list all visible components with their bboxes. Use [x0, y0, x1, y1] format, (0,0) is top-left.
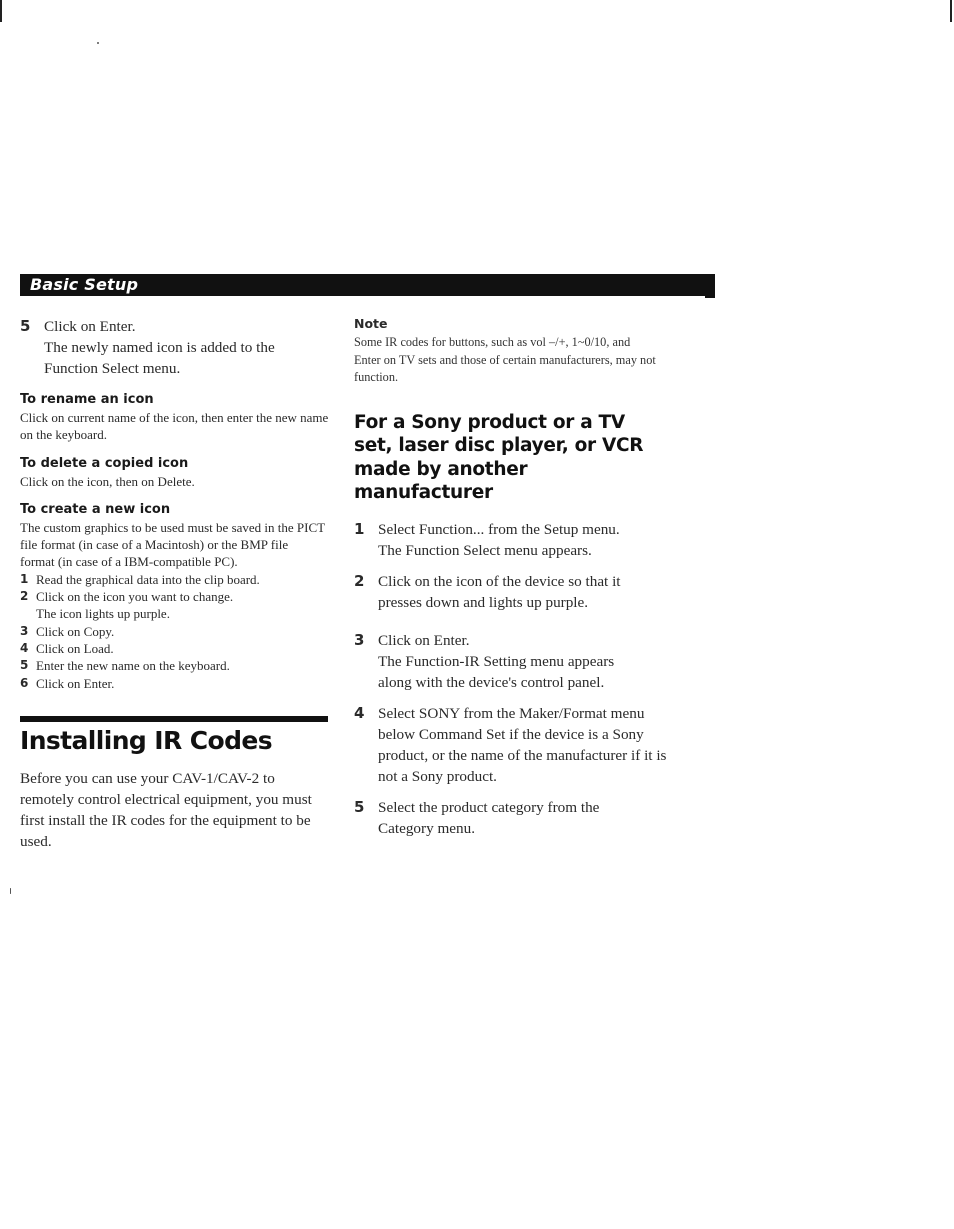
list-item: 4 Click on Load. — [20, 640, 114, 656]
step-2: 2 Click on the icon of the device so that it presses down and lights up purple. — [354, 571, 621, 611]
rename-section — [20, 392, 330, 444]
create-text: The custom graphics to be used must be saved in the PICT file format (in case of a Macintosh) or the BMP file format (in case of a IBM-compatible PC). — [20, 519, 325, 570]
step-5: 5 Select the product category from the Category menu. — [354, 797, 600, 837]
create-steps — [20, 571, 330, 692]
section-bar-tail — [705, 290, 715, 298]
list-item: 3 Click on Copy. — [20, 623, 115, 639]
step-1: 1 Select Function... from the Setup menu. The Function Select menu appears. — [354, 519, 620, 559]
scan-speck — [10, 888, 11, 894]
sony-steps — [354, 519, 674, 839]
heading-rule — [20, 716, 328, 722]
note-heading: Note — [354, 316, 388, 331]
step-3: 3 Click on Enter. The Function-IR Setting menu appears along with the device's control panel. — [354, 630, 615, 691]
step-number: 5 — [20, 317, 31, 335]
create-section — [20, 502, 330, 692]
rename-text: Click on current name of the icon, then enter the new name on the keyboard. — [20, 410, 329, 443]
installing-intro: Before you can use your CAV-1/CAV-2 to remotely control electrical equipment, you must first install the IR codes for the equipment to be used. — [20, 770, 312, 850]
list-item: 6 Click on Enter. — [20, 675, 115, 691]
list-item: 5 Enter the new name on the keyboard. — [20, 658, 230, 674]
section-header-bar — [20, 274, 715, 296]
step-text: Click on Enter. — [44, 318, 136, 335]
create-heading: To create a new icon — [20, 501, 171, 517]
rename-heading: To rename an icon — [20, 392, 154, 407]
delete-heading: To delete a copied icon — [20, 455, 189, 471]
step-5 — [20, 316, 330, 379]
right-column — [354, 316, 674, 839]
delete-section — [20, 456, 330, 490]
list-item: 1 Read the graphical data into the clip board. — [20, 571, 260, 587]
sony-section-heading: For a Sony product or a TV set, laser disc player, or VCR made by another manufacturer — [354, 411, 644, 503]
installing-heading: Installing IR Codes — [20, 726, 273, 755]
note-box — [354, 316, 674, 387]
left-column — [20, 316, 330, 692]
scan-edge-mark-right — [950, 0, 952, 22]
scan-speck — [97, 42, 99, 44]
delete-text: Click on the icon, then on Delete. — [20, 473, 195, 489]
step-4: 4 Select SONY from the Maker/Format menu below Command Set if the device is a Sony product, or the name of the manufacturer if it is not a Sony product. — [354, 703, 667, 785]
note-text: Some IR codes for buttons, such as vol –/+, 1~0/10, and Enter on TV sets and those of certain manufacturers, may not function. — [354, 335, 656, 384]
list-item: 2 Click on the icon you want to change. The icon lights up purple. — [20, 589, 234, 622]
section-title: Basic Setup — [30, 275, 139, 294]
step-result: The newly named icon is added to the Function Select menu. — [44, 339, 275, 377]
scan-edge-mark-left — [0, 0, 2, 22]
